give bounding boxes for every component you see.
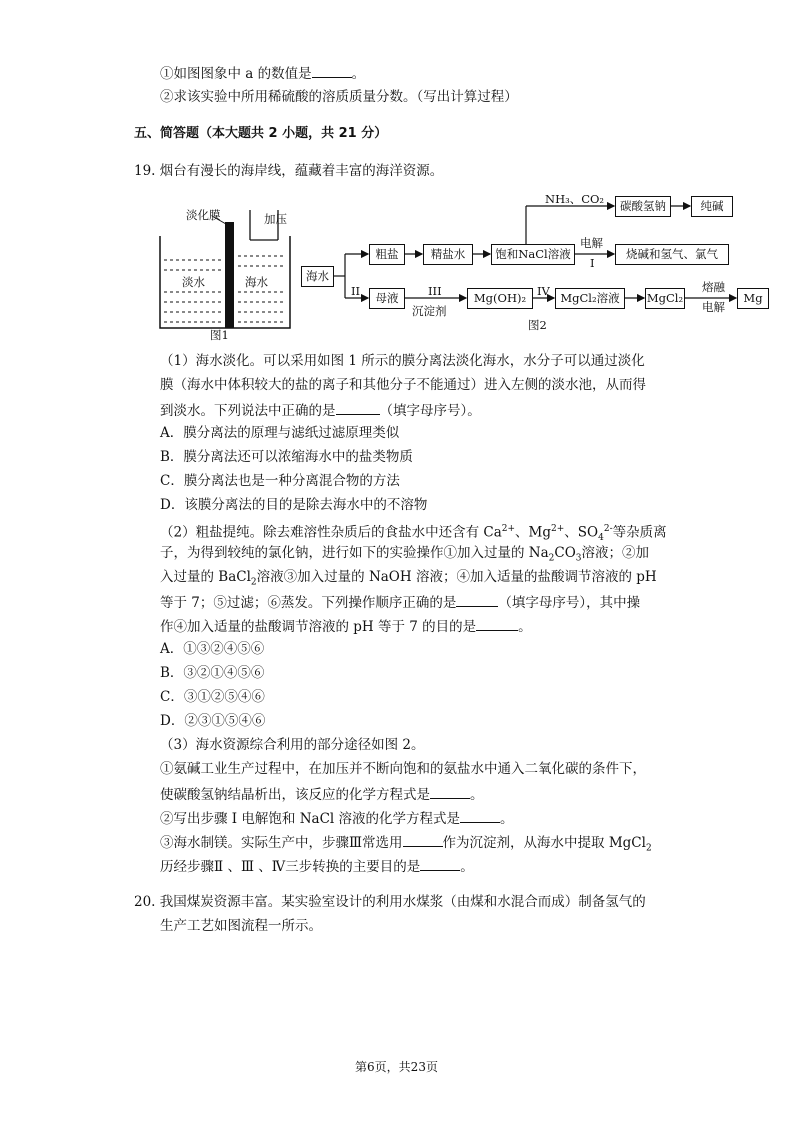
answer-blank[interactable]: [403, 832, 443, 847]
q19-p3-line3: 使碳酸氢钠结晶析出，该反应的化学方程式是 。: [160, 784, 484, 804]
answer-blank[interactable]: [312, 63, 352, 78]
box-mg: Mg: [737, 288, 769, 309]
q19-p2-line3: 入过量的 BaCl$_2$溶液③加入过量的 NaOH 溶液；④加入适量的盐酸调节溶液的 pH: [160, 569, 657, 588]
q19-p1-option-b: B．膜分离法还可以浓缩海水中的盐类物质: [160, 449, 413, 465]
q19-p2-line2: 子，为得到较纯的氯化钠，进行如下的实验操作①加入过量的 $Na_2CO_3$溶液；②加: [160, 545, 650, 564]
q18-sub1-text: ①如图图象中 a 的数值是: [160, 66, 312, 82]
answer-blank[interactable]: [456, 592, 498, 607]
box-saturated-nacl: 饱和NaCl溶液: [491, 244, 575, 265]
box-mgcl2-solution: MgCl₂溶液: [555, 288, 625, 309]
q19-p3-line1: （3）海水资源综合利用的部分途径如图 2。: [160, 737, 425, 753]
step-IV-label: IV: [537, 284, 550, 298]
box-refined-brine: 精盐水: [423, 244, 473, 265]
q19-stem: 19. 烟台有漫长的海岸线，蕴藏着丰富的海洋资源。: [134, 163, 444, 179]
answer-blank[interactable]: [476, 616, 518, 631]
page-number: 第6页，共23页: [355, 1060, 438, 1074]
q19-p3-line2: ①氨碱工业生产过程中，在加压并不断向饱和的氨盐水中通入二氧化碳的条件下，: [160, 761, 646, 777]
box-mother-liquor: 母液: [369, 288, 405, 309]
answer-blank[interactable]: [336, 400, 380, 415]
box-mgcl2: MgCl₂: [645, 288, 685, 309]
q19-p1-line1: （1）海水淡化。可以采用如图 1 所示的膜分离法淡化海水，水分子可以通过淡化: [160, 353, 645, 369]
figure2-arrows: [150, 196, 790, 344]
figure1-caption: 图1: [210, 328, 229, 342]
box-soda-ash: 纯碱: [691, 196, 733, 217]
electrolysis-label: 电解: [580, 236, 603, 250]
box-products: 烧碱和氢气、氯气: [615, 244, 729, 265]
q19-p1-option-c: C．膜分离法也是一种分离混合物的方法: [160, 473, 400, 489]
section-heading: 五、简答题（本大题共 2 小题，共 21 分）: [134, 126, 388, 141]
q19-p2-option-b: B．③②①④⑤⑥: [160, 665, 265, 681]
q19-p1-line2: 膜（海水中体积较大的盐的离子和其他分子不能通过）进入左侧的淡水池，从而得: [160, 377, 646, 393]
membrane-label: 淡化膜: [186, 208, 221, 222]
precipitant-label: 沉淀剂: [412, 304, 447, 318]
q19-p3-line4: ②写出步骤 I 电解饱和 NaCl 溶液的化学方程式是 。: [160, 808, 514, 828]
answer-blank[interactable]: [430, 784, 470, 799]
q20-line2: 生产工艺如图流程一所示。: [160, 918, 322, 934]
step-II-label: II: [351, 284, 361, 298]
figure2-caption: 图2: [528, 318, 547, 332]
box-nahco3: 碳酸氢钠: [615, 196, 671, 217]
q19-p1-option-d: D．该膜分离法的目的是除去海水中的不溶物: [160, 497, 428, 513]
step-I-label: I: [590, 256, 595, 270]
q18-sub2-line: ②求该实验中所用稀硫酸的溶质质量分数。（写出计算过程）: [160, 89, 518, 105]
q19-p2-option-a: A．①③②④⑤⑥: [160, 641, 265, 657]
q19-p2-option-d: D．②③①⑤④⑥: [160, 713, 266, 729]
molten-label: 熔融: [702, 280, 725, 294]
q19-p2-option-c: C．③①②⑤④⑥: [160, 689, 265, 705]
q19-p2-line5: 作④加入适量的盐酸调节溶液的 pH 等于 7 的目的是 。: [160, 616, 532, 636]
q19-p3-line6: 历经步骤Ⅱ 、Ⅲ 、Ⅳ三步转换的主要目的是 。: [160, 856, 474, 876]
fresh-water-label: 淡水: [182, 275, 205, 289]
step-III-label: III: [428, 284, 442, 298]
box-seawater: 海水: [301, 266, 334, 287]
q19-figure: [150, 192, 790, 344]
nh3-co2-label: NH₃、CO₂: [545, 192, 605, 206]
q19-p1-option-a: A．膜分离法的原理与滤纸过滤原理类似: [160, 425, 400, 441]
q19-p2-line1: （2）粗盐提纯。除去难溶性杂质后的食盐水中还含有 $Ca^{2+}$、$Mg^{2+}$、$SO_4^{2-}$等杂质离: [160, 524, 667, 544]
q19-p2-line4: 等于 7；⑤过滤；⑥蒸发。下列操作顺序正确的是 （填字母序号），其中操: [160, 592, 640, 612]
answer-blank[interactable]: [420, 856, 460, 871]
q18-sub1-line: ①如图图象中 a 的数值是 。: [160, 63, 365, 83]
sea-water-label: 海水: [245, 275, 268, 289]
box-mgoh2: Mg(OH)₂: [467, 288, 533, 309]
q19-p3-line5: ③海水制镁。实际生产中，步骤Ⅲ常选用 作为沉淀剂，从海水中提取 MgCl$_2$: [160, 832, 652, 858]
q19-p1-line3: 到淡水。下列说法中正确的是 （填字母序号）。: [160, 400, 481, 420]
answer-blank[interactable]: [460, 808, 500, 823]
electrolysis2-label: 电解: [702, 300, 725, 314]
q20-line1: 20. 我国煤炭资源丰富。某实验室设计的利用水煤浆（由煤和水混合而成）制备氢气的: [134, 894, 646, 910]
pressure-label: 加压: [264, 212, 287, 226]
box-crude-salt: 粗盐: [369, 244, 405, 265]
